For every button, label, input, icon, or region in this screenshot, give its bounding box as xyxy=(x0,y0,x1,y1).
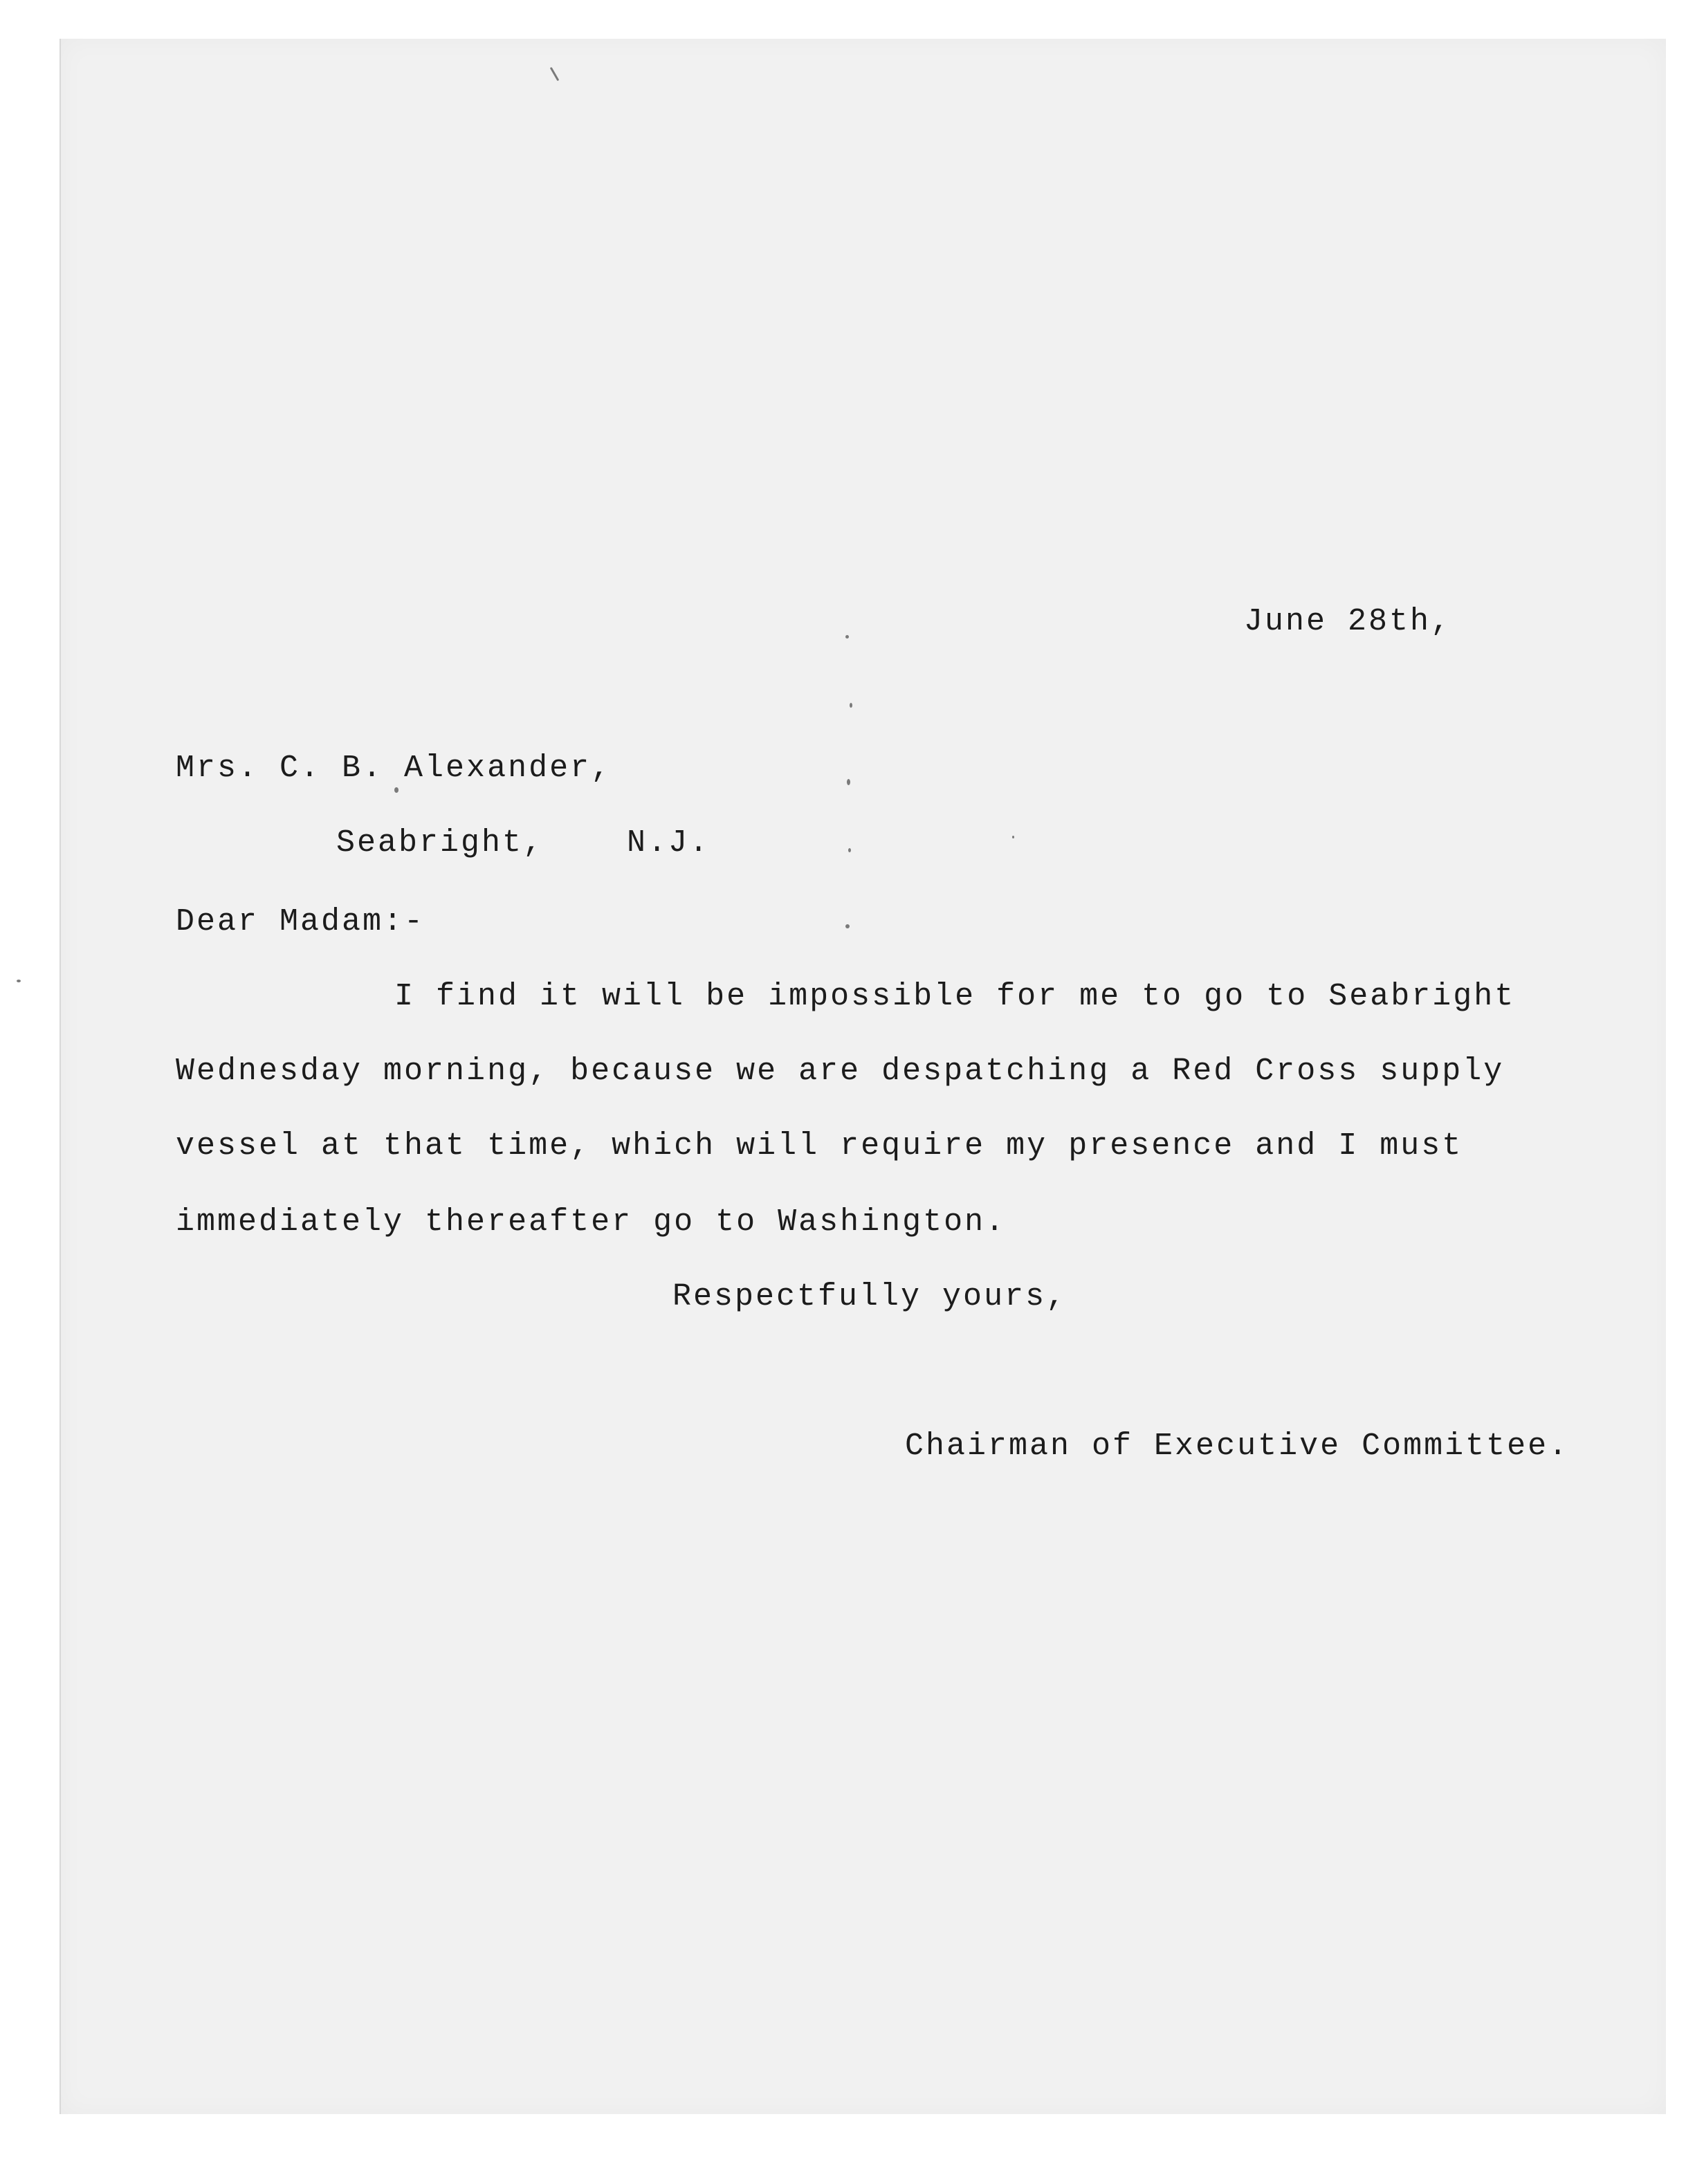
body-line: immediately thereafter go to Washington. xyxy=(176,1204,1007,1240)
recipient-name: Mrs. C. B. Alexander, xyxy=(176,751,612,786)
scan-speck xyxy=(394,787,398,793)
scan-speck xyxy=(845,924,850,928)
recipient-place: Seabright, N.J. xyxy=(336,825,711,861)
scan-speck xyxy=(17,980,21,982)
scan-speck xyxy=(850,703,852,708)
signature-title: Chairman of Executive Committee. xyxy=(905,1429,1570,1464)
letter-sheet xyxy=(59,39,1666,2114)
scan-speck xyxy=(845,635,849,639)
body-line: I find it will be impossible for me to go to Seabright xyxy=(394,979,1516,1014)
body-line: Wednesday morning, because we are despatching a Red Cross supply xyxy=(176,1054,1505,1089)
salutation: Dear Madam:- xyxy=(176,904,425,939)
closing: Respectfully yours, xyxy=(672,1279,1068,1314)
scan-speck xyxy=(847,779,850,785)
letter-date: June 28th, xyxy=(1244,604,1452,639)
scan-speck xyxy=(1012,836,1014,838)
scan-speck xyxy=(848,848,851,852)
body-line: vessel at that time, which will require my presence and I must xyxy=(176,1128,1463,1164)
